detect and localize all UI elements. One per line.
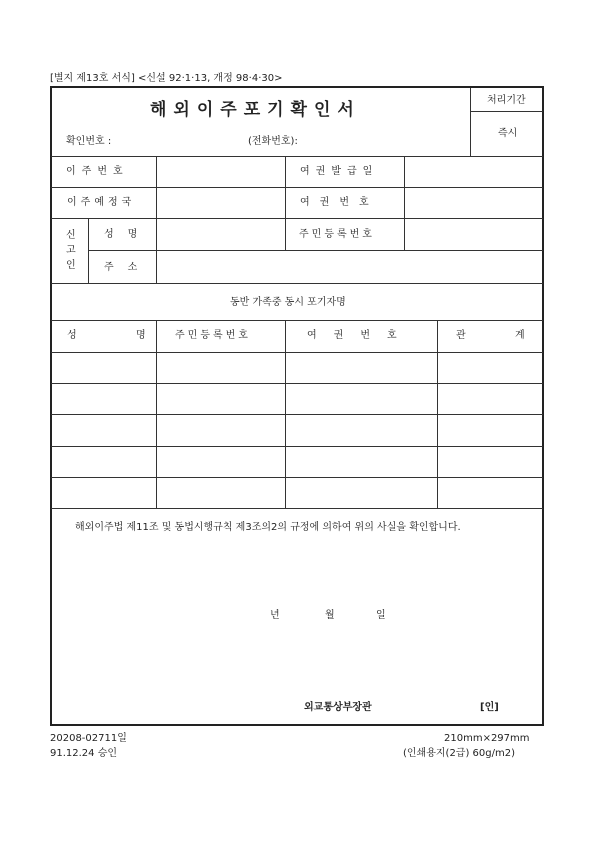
processing-period-value: 즉시 bbox=[498, 128, 518, 139]
address-label: 주소 bbox=[104, 262, 152, 273]
col-header-resident-reg-no: 주민등록번호 bbox=[175, 330, 251, 341]
confirmation-statement: 해외이주법 제11조 및 동법시행규칙 제3조의2의 규정에 의하여 위의 사실을 확인합니다. bbox=[75, 522, 461, 533]
passport-no-label: 여권번호 bbox=[300, 197, 379, 208]
divider bbox=[51, 383, 543, 384]
divider bbox=[51, 414, 543, 415]
form-header-note: [별지 제13호 서식] <신설 92·1·13, 개정 98·4·30> bbox=[50, 73, 283, 84]
form-title: 해외이주포기확인서 bbox=[150, 100, 361, 120]
divider bbox=[285, 156, 286, 250]
reporter-label-1: 신 bbox=[66, 230, 76, 241]
date-day-label: 일 bbox=[376, 610, 386, 621]
seal-mark: [인] bbox=[480, 702, 499, 713]
processing-period-label: 처리기간 bbox=[487, 95, 526, 106]
divider bbox=[51, 187, 543, 188]
name-label: 성명 bbox=[104, 229, 152, 240]
passport-issue-date-label: 여권발급일 bbox=[300, 166, 379, 177]
divider bbox=[470, 88, 471, 156]
paper-spec: (인쇄용지(2급) 60g/m2) bbox=[403, 748, 515, 759]
divider bbox=[285, 320, 286, 508]
divider bbox=[88, 218, 89, 283]
divider bbox=[51, 477, 543, 478]
col-header-relation-2: 계 bbox=[515, 330, 525, 341]
approval-date: 91.12.24 승인 bbox=[50, 748, 118, 759]
col-header-name-1: 성 bbox=[67, 330, 77, 341]
reporter-label-2: 고 bbox=[66, 245, 76, 256]
col-header-name-2: 명 bbox=[136, 330, 146, 341]
divider bbox=[437, 320, 438, 508]
divider bbox=[156, 320, 157, 508]
divider bbox=[404, 156, 405, 250]
confirmation-no-label: 확인번호 : bbox=[66, 136, 112, 147]
form-frame bbox=[50, 86, 544, 726]
divider bbox=[156, 156, 157, 283]
phone-label: (전화번호): bbox=[248, 136, 298, 147]
issuer-name: 외교통상부장관 bbox=[304, 702, 372, 713]
date-month-label: 월 bbox=[325, 610, 335, 621]
divider bbox=[51, 446, 543, 447]
divider bbox=[51, 156, 543, 157]
divider bbox=[51, 508, 543, 509]
reporter-label-3: 인 bbox=[66, 260, 76, 271]
divider bbox=[470, 111, 543, 112]
form-code: 20208-02711일 bbox=[50, 733, 127, 744]
emigration-no-label: 이주번호 bbox=[66, 166, 129, 177]
divider bbox=[51, 320, 543, 321]
divider bbox=[51, 352, 543, 353]
destination-country-label: 이주예정국 bbox=[67, 197, 136, 208]
paper-size: 210mm×297mm bbox=[444, 733, 530, 744]
divider bbox=[51, 218, 543, 219]
divider bbox=[51, 283, 543, 284]
date-year-label: 년 bbox=[270, 610, 280, 621]
family-section-title: 동반 가족중 동시 포기자명 bbox=[230, 297, 346, 308]
resident-reg-no-label: 주민등록번호 bbox=[299, 229, 375, 240]
col-header-relation-1: 관 bbox=[456, 330, 466, 341]
col-header-passport-no: 여권번호 bbox=[307, 330, 414, 341]
